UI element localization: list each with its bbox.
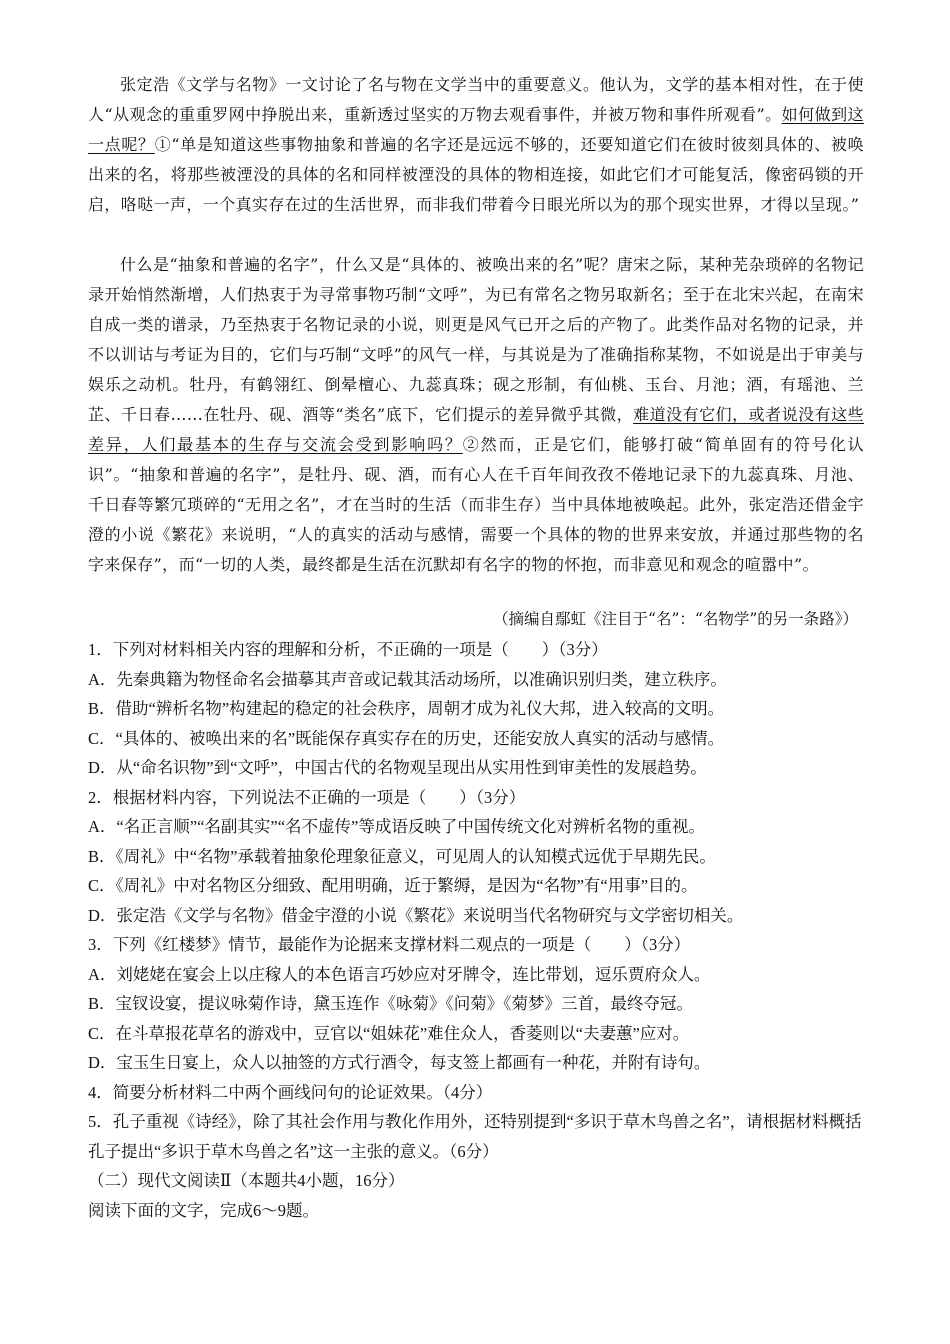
passage-paragraph-1 <box>88 70 864 220</box>
section2-instruction: 阅读下面的文字，完成6～9题。 <box>88 1200 319 1220</box>
q4-stem: 4．简要分析材料二中两个画线问句的论证效果。（4分） <box>88 1082 493 1102</box>
section2-title: （二）现代文阅读Ⅱ（本题共4小题，16分） <box>88 1171 405 1190</box>
q2-option-c: C．《周礼》中对名物区分细致、配用明确，近于繁缛，是因为“名物”有“用事”目的。 <box>88 876 698 895</box>
q5-stem: 5．孔子重视《诗经》，除了其社会作用与教化作用外，还特别提到“多识于草木鸟兽之名”，请根据材料概括孔子提出“多识于草木鸟兽之名”这一主张的意义。（6分） <box>88 1112 862 1161</box>
p2-text-b: ②然而，正是它们，能够打破“简单固有的符号化认识”。“抽象和普遍的名字”，是牡丹、砚、酒，而有心人在千百年间孜孜不倦地记录下的九蕊真珠、月池、千日春等繁冗琐碎的“无用之名”，才在当时的生活（而非生存）当中具体地被唤起。此外，张定浩还借金宇澄的小说《繁花》来说明，“人的真实的活动与感情，需要一个具体的物的世界来安放，并通过那些物的名字来保存”，而“一切的人类，最终都是生活在沉默却有名字的物的怀抱，而非意见和观念的喧嚣中”。 <box>88 435 864 574</box>
q1-option-b: B．借助“辨析名物”构建起的稳定的社会秩序，周朝才成为礼仪大邦，进入较高的文明。 <box>88 699 725 718</box>
question-list <box>88 635 864 1225</box>
q2-option-b: B．《周礼》中“名物”承载着抽象伦理象征意义，可见周人的认知模式远优于早期先民。 <box>88 846 716 866</box>
p1-text-b: ①“单是知道这些事物抽象和普遍的名字还是远远不够的，还要知道它们在彼时彼刻具体的、被唤出来的名，将那些被湮没的具体的名和同样被湮没的具体的物相连接，如此它们才可能复活，像密码锁的开启，咯哒一声，一个真实存在过的生活世界，而非我们带着今日眼光所以为的那个现实世界，才得以呈现。” <box>88 135 864 214</box>
p1-text-a: 张定浩《文学与名物》一文讨论了名与物在文学当中的重要意义。他认为，文学的基本相对性，在于使人“从观念的重重罗网中挣脱出来，重新透过坚实的万物去观看事件，并被万物和事件所观看”。 <box>88 75 864 124</box>
q1-stem: 1．下列对材料相关内容的理解和分析，不正确的一项是（ ）（3分） <box>88 640 608 659</box>
q1-option-a: A．先秦典籍为物怪命名会描摹其声音或记载其活动场所，以准确识别归类，建立秩序。 <box>88 669 727 689</box>
passage-source: （摘编自鄢虹《注目于“名”：“名物学”的另一条路》） <box>493 610 858 628</box>
passage-paragraph-2 <box>88 250 864 580</box>
q1-option-d: D．从“命名识物”到“文呼”，中国古代的名物观呈现出从实用性到审美性的发展趋势。 <box>88 758 707 777</box>
q3-option-a: A．刘姥姥在宴会上以庄稼人的本色语言巧妙应对牙牌令，连比带划，逗乐贾府众人。 <box>88 964 711 984</box>
q3-stem: 3．下列《红楼梦》情节，最能作为论据来支撑材料二观点的一项是（ ）（3分） <box>88 935 691 954</box>
q3-option-b: B．宝钗设宴，提议咏菊作诗，黛玉连作《咏菊》《问菊》《菊梦》三首，最终夺冠。 <box>88 994 694 1013</box>
q1-option-c: C．“具体的、被唤出来的名”既能保存真实存在的历史，还能安放人真实的活动与感情。 <box>88 728 725 748</box>
q3-option-c: C．在斗草报花草名的游戏中，豆官以“姐妹花”难住众人，香菱则以“夫妻蕙”应对。 <box>88 1023 690 1043</box>
p2-underlined-question: 难道没有它们，或者说没有这些差异，人们最基本的生存与交流会受到影响吗？ <box>88 405 864 454</box>
q2-stem: 2．根据材料内容，下列说法不正确的一项是（ ）（3分） <box>88 787 526 807</box>
q2-option-d: D．张定浩《文学与名物》借金宇澄的小说《繁花》来说明当代名物研究与文学密切相关。 <box>88 905 744 925</box>
q2-option-a: A．“名正言顺”“名副其实”“名不虚传”等成语反映了中国传统文化对辨析名物的重视。 <box>88 817 705 836</box>
q3-option-d: D．宝玉生日宴上，众人以抽签的方式行酒令，每支签上都画有一种花，并附有诗句。 <box>88 1053 711 1072</box>
p1-underlined-question: 如何做到这一点呢？ <box>88 105 864 154</box>
p2-text-a: 什么是“抽象和普遍的名字”，什么又是“具体的、被唤出来的名”呢？唐宋之际，某种芜杂琐碎的名物记录开始悄然渐增，人们热衷于为寻常事物巧制“文呼”，为已有常名之物另取新名；至于在北宋兴起，在南宋自成一类的谱录，乃至热衷于名物记录的小说，则更是风气已开之后的产物了。此类作品对名物的记录，并不以训诂与考证为目的，它们与巧制“文呼”的风气一样，与其说是为了准确指称某物，不如说是出于审美与娱乐之动机。牡丹，有鹤翎红、倒晕檀心、九蕊真珠；砚之形制，有仙桃、玉台、月池；酒，有瑶池、兰芷、千日春……在牡丹、砚、酒等“类名”底下，它们提示的差异微乎其微， <box>88 255 864 424</box>
